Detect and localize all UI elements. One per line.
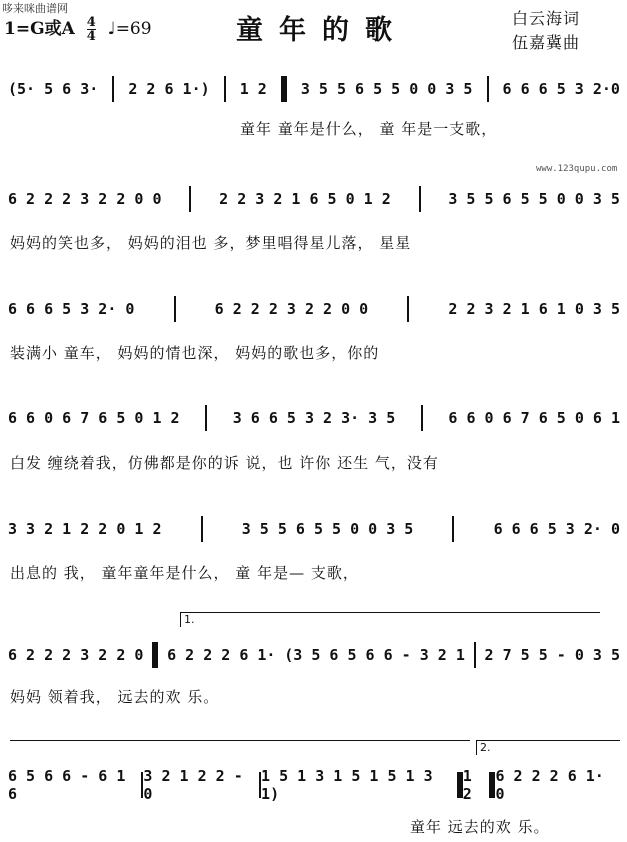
measure: 6 2 2 2 6 1· (167, 646, 276, 664)
site-name: 哆来咪曲谱网 (2, 2, 68, 15)
measure: 2 7 5 5 - 0 3 5 (484, 646, 620, 664)
measure: 1 2 (462, 767, 472, 803)
lyric-line-3: 装满小 童车， 妈妈的情也深， 妈妈的歌也多，你的 (10, 344, 380, 362)
measure: 6 6 0 6 7 6 5 0 1 2 (8, 409, 180, 427)
measure: 6 6 6 5 3 2· 0 (493, 520, 620, 538)
volta-2: 2. (476, 740, 620, 755)
key-signature: 1=G或A $\frac{4}{4}$ ♩=69 (4, 15, 152, 44)
measure: (5· 5 6 3· (8, 80, 99, 98)
measure: 3 5 5 6 5 5 0 0 3 5 (241, 520, 414, 538)
page-title: 童年的歌 (236, 15, 408, 46)
measure: 2 2 3 2 1 6 5 0 1 2 (219, 190, 391, 208)
lyric-line-7: 童年 远去的欢 乐。 (410, 818, 550, 836)
lyric-line-5: 出息的 我， 童年童年是什么， 童 年是— 支歌， (10, 564, 359, 582)
notation-line-3 (8, 296, 620, 322)
measure: 3 5 5 6 5 5 0 0 3 5 (300, 80, 473, 98)
lyric-line-6: 妈妈 领着我， 远去的欢 乐。 (10, 688, 220, 706)
notation-line-5 (8, 516, 620, 542)
lyric-line-4: 白发 缠绕着我，仿佛都是你的诉 说，也 许你 还生 气，没有 (10, 454, 439, 472)
measure: (3 5 6 5 6 6 - 3 2 1 (284, 646, 465, 664)
measure: 6 2 2 2 3 2 2 0 (8, 646, 144, 664)
volta-1: 1. (180, 612, 186, 627)
tempo-mark: ♩=69 (107, 19, 152, 39)
measure: 3 3 2 1 2 2 0 1 2 (8, 520, 162, 538)
site-url: www.123qupu.com (536, 164, 618, 174)
lyric-line-1: 童年 童年是什么， 童 年是一支歌， (240, 120, 498, 138)
measure: 2 2 6 1·) (128, 80, 210, 98)
measure: 6 2 2 2 6 1· 0 (495, 767, 604, 803)
measure: 2 2 3 2 1 6 1 0 3 5 (448, 300, 620, 318)
time-signature: $\frac{4}{4}$ (86, 15, 96, 44)
notation-line-6 (8, 642, 620, 668)
composer-credit: 伍嘉冀曲 (512, 33, 581, 52)
measure: 3 6 6 5 3 2 3· 3 5 (232, 409, 396, 427)
notation-line-2 (8, 186, 620, 212)
measure: 1 5 1 3 1 5 1 5 1 3 1) (261, 767, 433, 803)
lyricist-credit: 白云海词 (512, 9, 581, 28)
measure: 6 2 2 2 3 2 2 0 0 (8, 190, 162, 208)
notation-line-4 (8, 405, 620, 431)
measure: 3 5 5 6 5 5 0 0 3 5 (448, 190, 620, 208)
measure: 6 6 6 5 3 2· 0 (8, 300, 135, 318)
measure: 3 2 1 2 2 - 0 (143, 767, 243, 803)
measure: 6 6 6 5 3 2·0 (502, 80, 620, 98)
notation-line-7 (8, 767, 620, 803)
lyric-line-2: 妈妈的笑也多， 妈妈的泪也 多，梦里唱得星儿落， 星星 (10, 234, 412, 252)
measure: 6 6 0 6 7 6 5 0 6 1 (448, 409, 620, 427)
measure: 6 5 6 6 - 6 1 6 (8, 767, 126, 803)
volta-bracket-line (180, 612, 600, 613)
measure: 1 2 (239, 80, 267, 98)
volta-bracket-line (10, 740, 470, 741)
notation-line-1 (8, 76, 620, 102)
measure: 6 2 2 2 3 2 2 0 0 (214, 300, 369, 318)
